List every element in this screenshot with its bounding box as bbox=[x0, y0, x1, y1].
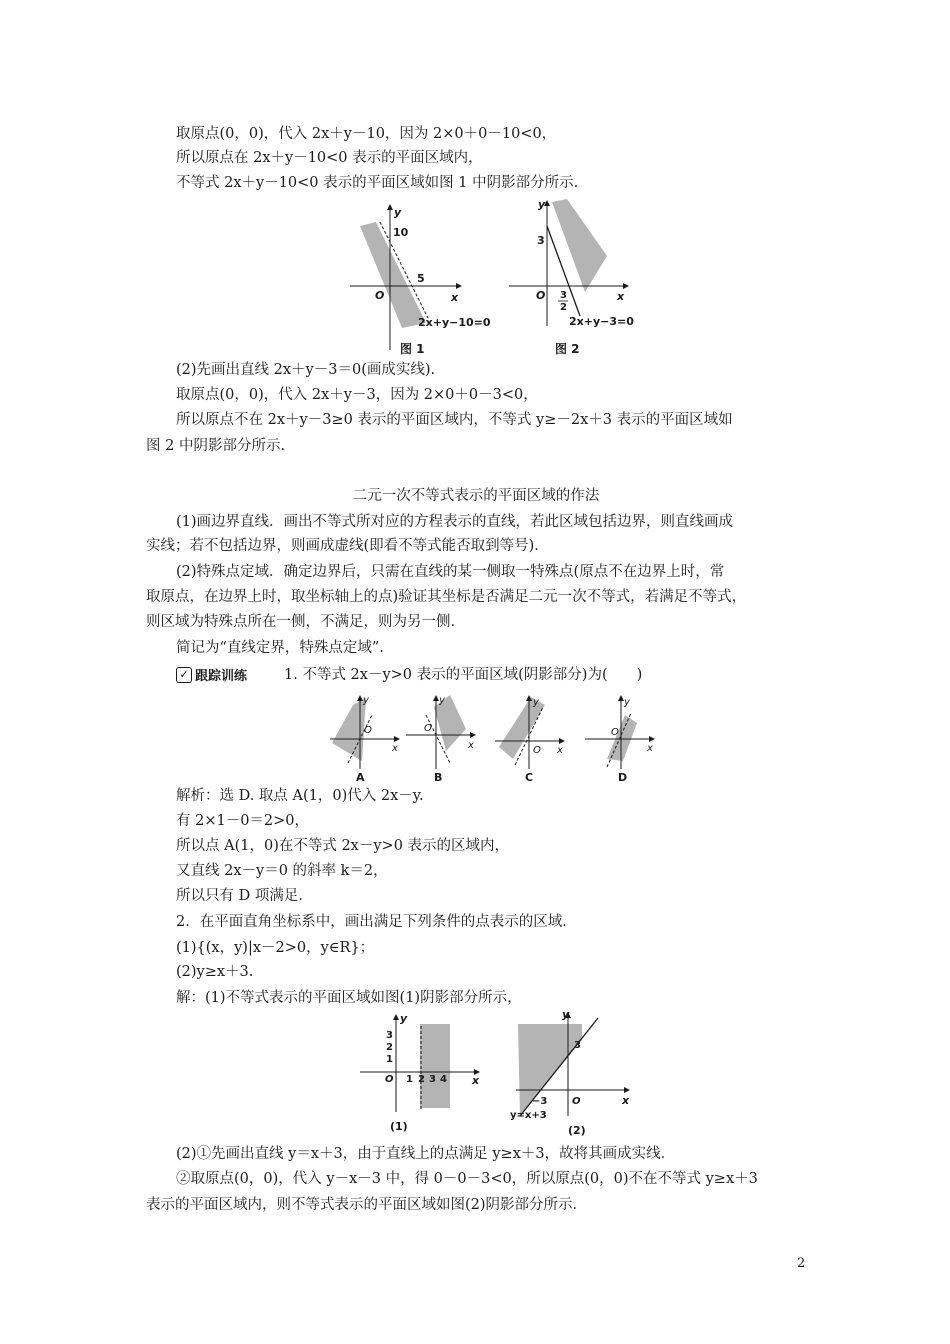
figure-label: x bbox=[647, 743, 653, 754]
figure-region-1 bbox=[358, 1012, 484, 1148]
figure-region-2 bbox=[506, 1008, 636, 1146]
text-line: (2)①先画出直线 y＝x＋3，由于直线上的点满足 y≥x＋3，故将其画成实线． bbox=[176, 1146, 676, 1162]
figure-label: x bbox=[557, 745, 563, 756]
text-line: 解析：选 D. 取点 A(1，0)代入 2x－y. bbox=[176, 788, 424, 804]
text-line: 取原点，在边界上时，取坐标轴上的点)验证其坐标是否满足二元一次不等式，若满足不等式， bbox=[146, 589, 747, 605]
figure-label: O bbox=[385, 1074, 394, 1085]
figure-label: y bbox=[363, 695, 369, 706]
figure-label: y bbox=[562, 1008, 570, 1021]
figure-label: 3 bbox=[574, 1040, 581, 1051]
text-line: (2)先画出直线 2x＋y－3＝0(画成实线). bbox=[176, 362, 436, 378]
figure-label: y bbox=[439, 695, 445, 706]
text-line: 实线；若不包括边界，则画成虚线(即看不等式能否取到等号)． bbox=[146, 538, 549, 554]
check-icon: ✓ bbox=[176, 667, 192, 683]
figure-label: −3 bbox=[532, 1096, 548, 1107]
origin-label: O bbox=[536, 289, 546, 302]
shaded-region bbox=[552, 199, 607, 292]
tick-label: 3 bbox=[537, 234, 545, 247]
section-title: 二元一次不等式表示的平面区域的作法 bbox=[352, 488, 600, 504]
figure-label: 3 bbox=[386, 1030, 393, 1041]
equation-label: 2x+y−3=0 bbox=[569, 315, 634, 328]
text-line: 表示的平面区域内，则不等式表示的平面区域如图(2)阴影部分所示． bbox=[146, 1197, 588, 1213]
equation-label: 2x+y−10=0 bbox=[418, 316, 491, 329]
text-line: 所以原点在 2x＋y－10<0 表示的平面区域内， bbox=[176, 150, 483, 166]
text-line: (2)特殊点定域．确定边界后，只需在直线的某一侧取一特殊点(原点不在边界上时，常 bbox=[176, 564, 725, 580]
question-1: 1. 不等式 2x－y>0 表示的平面区域(阴影部分)为( ) bbox=[284, 667, 643, 683]
page-number: 2 bbox=[797, 1256, 806, 1271]
text-line: 则区域为特殊点所在一侧，不满足，则为另一侧． bbox=[146, 614, 465, 630]
text-line: 简记为“直线定界，特殊点定域”． bbox=[176, 640, 394, 656]
figure-label: O bbox=[611, 727, 619, 738]
practice-tag bbox=[176, 665, 247, 684]
fraction-numerator: 3 bbox=[560, 290, 567, 301]
option-figure-b bbox=[404, 693, 484, 783]
option-caption: D bbox=[618, 771, 628, 784]
tick-label: 10 bbox=[393, 226, 409, 239]
text-line: 有 2×1－0＝2>0， bbox=[176, 813, 310, 829]
text-line: 取原点(0，0)，代入 2x＋y－10，因为 2×0＋0－10<0， bbox=[176, 126, 557, 142]
text-line: 图 2 中阴影部分所示. bbox=[146, 438, 286, 454]
figure-label: 1 bbox=[386, 1054, 393, 1065]
practice-tag-label: 跟踪训练 bbox=[195, 669, 248, 684]
figure-label: x bbox=[392, 743, 398, 754]
option-caption: C bbox=[525, 771, 534, 784]
figure-label: 4 bbox=[440, 1074, 447, 1085]
text-line: 2．在平面直角坐标系中，画出满足下列条件的点表示的区域． bbox=[176, 914, 577, 930]
text-line: ②取原点(0，0)，代入 y－x－3 中，得 0－0－3<0，所以原点(0，0)不在不等式 y≥x＋3 bbox=[176, 1171, 758, 1187]
option-figure-a bbox=[328, 693, 408, 783]
figure-caption: (1) bbox=[390, 1120, 408, 1133]
figure-label: O bbox=[364, 725, 372, 736]
y-axis-label: y bbox=[538, 198, 546, 211]
text-line: 所以点 A(1，0)在不等式 2x－y>0 表示的区域内， bbox=[176, 838, 510, 854]
x-axis-label: x bbox=[451, 291, 459, 304]
text-line: (1){(x，y)|x－2>0，y∈R}； bbox=[176, 940, 375, 956]
figure-label: O bbox=[572, 1096, 581, 1107]
figure-label: O bbox=[424, 723, 432, 734]
option-figure-d bbox=[583, 693, 663, 783]
text-line: 解：(1)不等式表示的平面区域如图(1)阴影部分所示， bbox=[176, 990, 522, 1006]
x-axis-label: x bbox=[617, 290, 625, 303]
text-line: 所以原点不在 2x＋y－3≥0 表示的平面区域内，不等式 y≥－2x＋3 表示的平面区域如 bbox=[176, 412, 733, 428]
figure-label: 1 bbox=[406, 1074, 413, 1085]
text-line: 取原点(0，0)，代入 2x＋y－3，因为 2×0＋0－3<0， bbox=[176, 387, 538, 403]
tick-label: 5 bbox=[417, 272, 425, 285]
text-line: (1)画边界直线．画出不等式所对应的方程表示的直线，若此区域包括边界，则直线画成 bbox=[176, 514, 734, 530]
figure-label: y bbox=[533, 697, 539, 708]
figure-1 bbox=[346, 200, 491, 358]
option-caption: A bbox=[356, 771, 365, 784]
equation-label: y=x+3 bbox=[510, 1110, 547, 1121]
option-caption: B bbox=[434, 771, 443, 784]
figure-label: x bbox=[468, 740, 474, 751]
text-line: 所以只有 D 项满足． bbox=[176, 888, 313, 904]
figure-caption: 图 1 bbox=[400, 342, 425, 356]
figure-label: y bbox=[624, 697, 630, 708]
text-line: (2)y≥x＋3. bbox=[176, 964, 254, 980]
option-figure-c bbox=[493, 693, 573, 783]
figure-label: O bbox=[533, 745, 541, 756]
figure-label: y bbox=[400, 1012, 408, 1025]
y-axis-label: y bbox=[394, 206, 402, 219]
figure-label: 2 bbox=[418, 1074, 425, 1085]
figure-label: x bbox=[472, 1074, 480, 1087]
figure-label: 3 bbox=[429, 1074, 436, 1085]
origin-label: O bbox=[375, 289, 385, 302]
figure-caption: 图 2 bbox=[555, 342, 580, 356]
text-line: 不等式 2x＋y－10<0 表示的平面区域如图 1 中阴影部分所示. bbox=[176, 175, 579, 191]
shaded-region bbox=[420, 1024, 450, 1108]
figure-2 bbox=[505, 196, 633, 358]
text-line: 又直线 2x－y＝0 的斜率 k＝2， bbox=[176, 863, 388, 879]
figure-caption: (2) bbox=[568, 1124, 586, 1137]
figure-label: 2 bbox=[386, 1042, 393, 1053]
figure-label: x bbox=[622, 1094, 630, 1107]
fraction-denominator: 2 bbox=[560, 302, 567, 313]
